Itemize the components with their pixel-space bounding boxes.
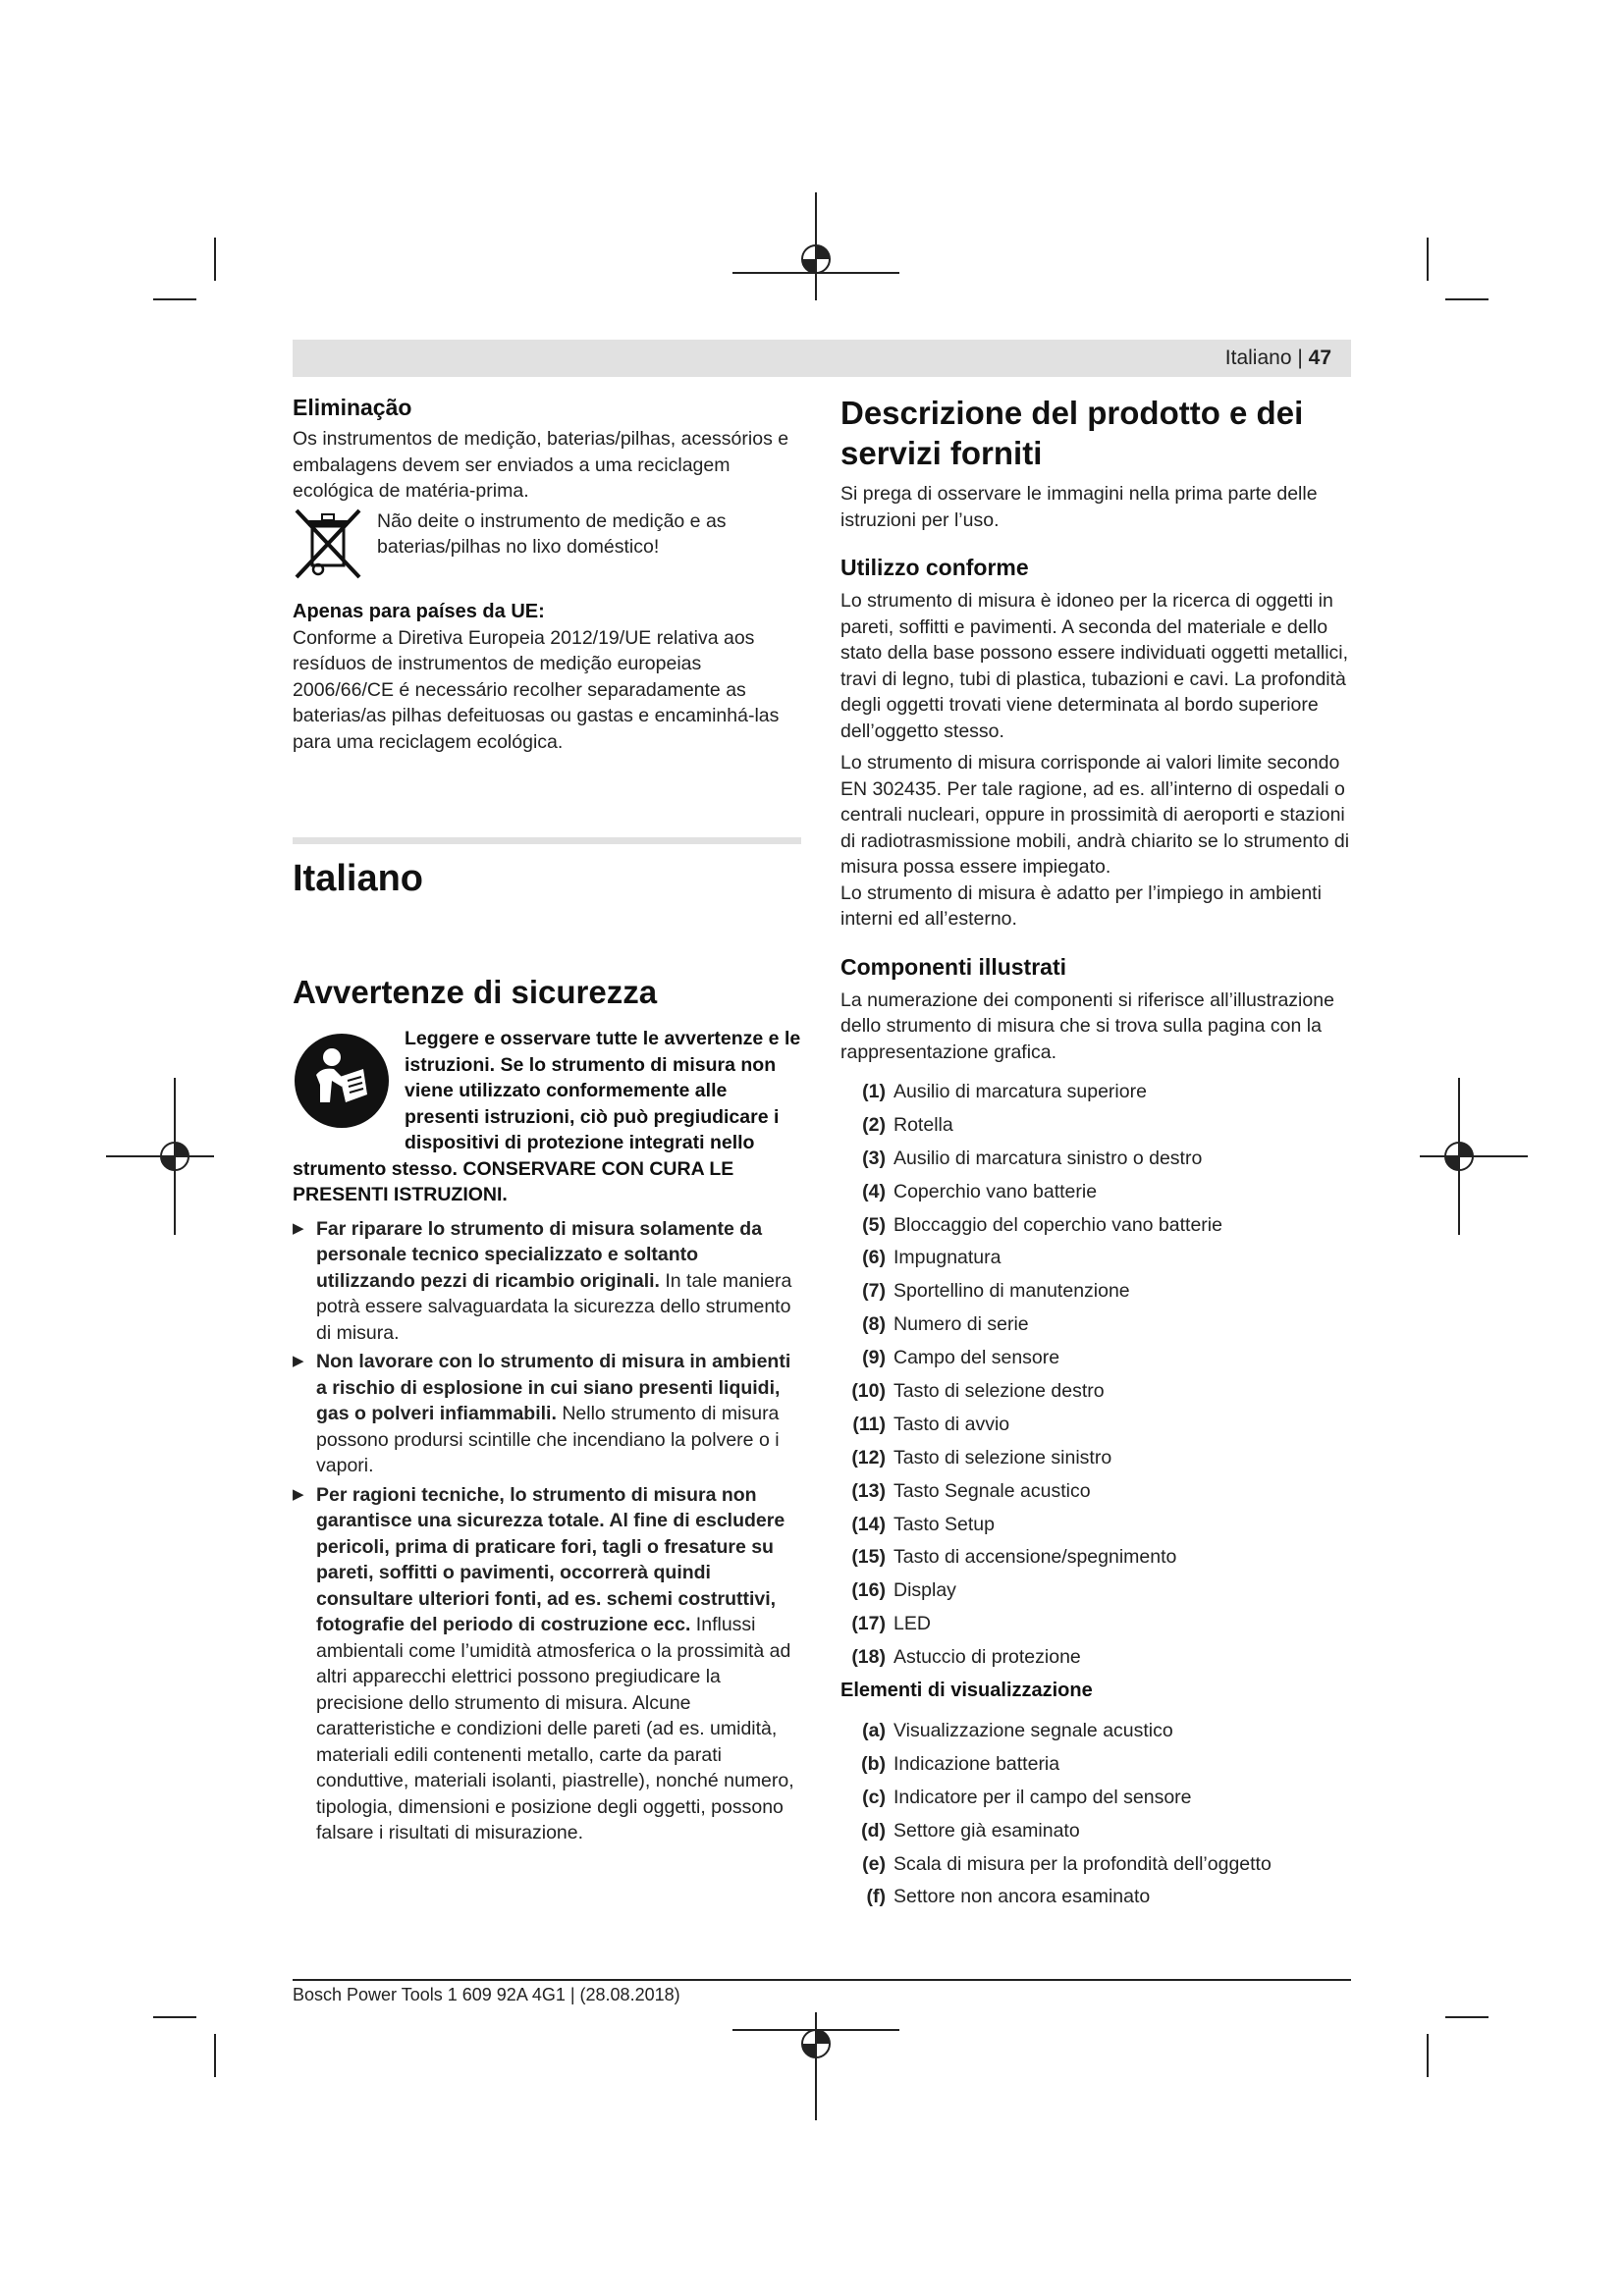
component-label: Display <box>893 1579 956 1602</box>
page-number: 47 <box>1308 347 1331 369</box>
page-header <box>293 340 1351 377</box>
component-label: Bloccaggio del coperchio vano batterie <box>893 1213 1222 1236</box>
component-number: (10) <box>851 1380 886 1403</box>
display-letter: (a) <box>862 1720 886 1742</box>
header-language: Italiano <box>1224 347 1292 369</box>
component-label: Ausilio di marcatura sinistro o destro <box>893 1147 1203 1169</box>
component-number: (18) <box>851 1646 886 1669</box>
crop-mark <box>153 2016 196 2018</box>
component-label: Ausilio di marcatura superiore <box>893 1081 1147 1102</box>
component-item <box>840 1278 1351 1305</box>
crop-mark <box>214 2034 216 2077</box>
display-label: Settore non ancora esaminato <box>893 1886 1151 1908</box>
component-number: (3) <box>862 1147 886 1169</box>
component-number: (11) <box>852 1413 886 1435</box>
left-column <box>293 393 801 1849</box>
component-number: (5) <box>862 1213 886 1236</box>
component-label: Numero di serie <box>893 1313 1029 1336</box>
safety-read-instructions <box>293 1026 801 1208</box>
display-elements-list <box>840 1718 1351 1910</box>
disposal-warning-row <box>293 508 801 579</box>
display-letter: (d) <box>861 1819 886 1842</box>
right-column <box>840 393 1351 1917</box>
use-paragraph-1: Lo strumento di misura è idoneo per la ricerca di oggetti in pareti, soffitti e pavimenti. A seconda del materiale e dello stato della base possono essere individuati oggetti metallici, travi di legno, tubi di plastica, tubazioni e cavi. La profondità degli oggetti trovati viene determinata al bordo superiore dell’oggetto stesso. <box>840 590 1349 742</box>
footer-text: Bosch Power Tools 1 609 92A 4G1 | (28.08.2018) <box>293 1985 680 2004</box>
component-number: (13) <box>851 1479 886 1502</box>
crop-mark <box>1427 238 1429 281</box>
components-intro: La numerazione dei componenti si riferisce all’illustrazione dello strumento di misura che si trova sulla pagina con la rappresentazione grafica. <box>840 988 1334 1063</box>
display-item <box>840 1718 1351 1744</box>
disposal-heading: Eliminação <box>293 395 412 420</box>
display-item <box>840 1785 1351 1811</box>
component-item <box>840 1179 1351 1205</box>
crop-mark <box>153 298 196 300</box>
component-label: Tasto di selezione sinistro <box>893 1446 1112 1468</box>
component-label: Rotella <box>893 1113 953 1136</box>
display-label: Indicazione batteria <box>893 1752 1060 1775</box>
component-number: (14) <box>851 1513 886 1535</box>
component-item <box>840 1345 1351 1371</box>
component-number: (4) <box>862 1180 886 1202</box>
component-label: Tasto Setup <box>893 1513 995 1535</box>
disposal-warning: Não deite o instrumento de medição e as baterias/pilhas no lixo doméstico! <box>377 509 727 558</box>
component-number: (8) <box>862 1313 886 1336</box>
registration-mark-icon <box>732 192 899 300</box>
display-heading: Elementi di visualizzazione <box>840 1680 1093 1702</box>
display-letter: (c) <box>862 1786 886 1808</box>
read-manual-icon <box>293 1032 391 1130</box>
safety-bullet-bold: Per ragioni tecniche, lo strumento di misura non garantisce una sicurezza totale. Al fine di escludere pericoli, prima di praticare fori, tagli o fresature su pareti, soffitti o pavimenti, occorrerà quindi consultare ulteriori fonti, ad es. schemi costruttivi, fotografie del periodo di costruzione ecc. <box>316 1483 785 1635</box>
crossed-bin-icon <box>293 508 363 579</box>
display-label: Indicatore per il campo del sensore <box>893 1786 1192 1808</box>
components-list <box>840 1079 1351 1671</box>
component-number: (2) <box>862 1113 886 1136</box>
component-item <box>840 1112 1351 1139</box>
display-item <box>840 1851 1351 1878</box>
component-item <box>840 1644 1351 1671</box>
component-number: (7) <box>862 1280 886 1303</box>
display-label: Settore già esaminato <box>893 1819 1080 1842</box>
safety-bullet-text: In tale maniera potrà essere salvaguardata la sicurezza dello strumento di misura. <box>316 1269 792 1344</box>
component-number: (1) <box>862 1081 886 1102</box>
component-label: Sportellino di manutenzione <box>893 1280 1130 1303</box>
registration-mark-icon <box>106 1078 214 1235</box>
header-label: Italiano | 47 <box>1224 347 1331 369</box>
component-number: (6) <box>862 1247 886 1269</box>
component-item <box>840 1212 1351 1239</box>
safety-bullet-bold: Non lavorare con lo strumento di misura in ambienti a rischio di esplosione in cui siano presenti liquidi, gas o polveri infiammabili. <box>316 1351 791 1424</box>
components-heading: Componenti illustrati <box>840 953 1066 980</box>
display-letter: (f) <box>866 1886 886 1908</box>
safety-read-text: Leggere e osservare tutte le avvertenze e le istruzioni. Se lo strumento di misura non viene utilizzato conformemente alle presenti istruzioni, ciò può pregiudicare i dispositivi di protezione integrati nello strumento stesso. CONSERVARE CON CURA LE PRESENTI ISTRUZIONI. <box>293 1028 801 1205</box>
component-label: Astuccio di protezione <box>893 1646 1081 1669</box>
component-label: Tasto Segnale acustico <box>893 1479 1091 1502</box>
registration-mark-icon <box>1420 1078 1528 1235</box>
component-item <box>840 1378 1351 1405</box>
product-heading: Descrizione del prodotto e dei servizi forniti <box>840 395 1304 471</box>
footer-rule <box>293 1979 1351 1981</box>
display-item <box>840 1751 1351 1778</box>
component-number: (15) <box>851 1546 886 1569</box>
component-label: Campo del sensore <box>893 1347 1060 1369</box>
component-item <box>840 1512 1351 1538</box>
component-item <box>840 1577 1351 1604</box>
safety-bullet-text: Nello strumento di misura possono prodursi scintille che incendiano la polvere o i vapori. <box>316 1403 780 1476</box>
crop-mark <box>1427 2034 1429 2077</box>
display-letter: (e) <box>862 1852 886 1875</box>
use-paragraph-2: Lo strumento di misura corrisponde ai valori limite secondo EN 302435. Per tale ragione, ad es. all’interno di ospedali o centrali nucleari, oppure in prossimità di aeroporti e stazioni di radiotrasmissione mobili, andrà chiarito se lo strumento di misura possa essere impiegato. <box>840 752 1350 878</box>
component-item <box>840 1445 1351 1471</box>
display-label: Scala di misura per la profondità dell’oggetto <box>893 1852 1272 1875</box>
component-number: (12) <box>851 1446 886 1468</box>
section-divider <box>293 837 801 844</box>
component-item <box>840 1245 1351 1271</box>
display-item <box>840 1884 1351 1910</box>
use-heading: Utilizzo conforme <box>840 555 1029 580</box>
product-intro: Si prega di osservare le immagini nella prima parte delle istruzioni per l’uso. <box>840 483 1318 531</box>
component-label: Coperchio vano batterie <box>893 1180 1098 1202</box>
component-label: LED <box>893 1613 931 1635</box>
eu-text: Conforme a Diretiva Europeia 2012/19/UE relativa aos resíduos de instrumentos de medição europeias 2006/66/CE é necessário recolher separadamente as baterias/as pilhas defeituosas ou gastas e encaminhá-las para uma reciclagem ecológica. <box>293 626 780 753</box>
crop-mark <box>214 238 216 281</box>
use-paragraph-3: Lo strumento di misura è adatto per l’impiego in ambienti interni ed all’esterno. <box>840 881 1322 930</box>
safety-bullet <box>293 1216 801 1347</box>
component-number: (17) <box>851 1613 886 1635</box>
component-item <box>840 1079 1351 1105</box>
safety-bullet <box>293 1482 801 1846</box>
component-label: Impugnatura <box>893 1247 1001 1269</box>
component-item <box>840 1146 1351 1172</box>
safety-heading: Avvertenze di sicurezza <box>293 974 658 1010</box>
component-item <box>840 1412 1351 1438</box>
registration-mark-icon <box>732 2012 899 2120</box>
display-letter: (b) <box>861 1752 886 1775</box>
component-item <box>840 1611 1351 1637</box>
component-item <box>840 1478 1351 1505</box>
component-label: Tasto di accensione/spegnimento <box>893 1546 1177 1569</box>
crop-mark <box>1445 298 1489 300</box>
display-item <box>840 1818 1351 1844</box>
safety-bullet <box>293 1349 801 1479</box>
component-number: (9) <box>862 1347 886 1369</box>
component-item <box>840 1544 1351 1571</box>
safety-bullet-text: Influssi ambientali come l’umidità atmosferica o la prossimità ad altri apparecchi elettrici possono pregiudicare la precisione dello strumento di misura. Alcune caratteristiche e condizioni delle pareti (ad es. umidità, materiali edili contenenti metallo, carte da parati conduttive, materiali isolanti, piastrelle), nonché numero, tipologia, dimensioni e posizione degli oggetti, possono falsare i risultati di misurazione. <box>316 1614 794 1843</box>
disposal-intro: Os instrumentos de medição, baterias/pilhas, acessórios e embalagens devem ser enviados a uma reciclagem ecológica de matéria-prima. <box>293 428 789 502</box>
component-item <box>840 1311 1351 1338</box>
crop-mark <box>1445 2016 1489 2018</box>
component-label: Tasto di selezione destro <box>893 1380 1105 1403</box>
component-number: (16) <box>851 1579 886 1602</box>
eu-heading: Apenas para países da UE: <box>293 600 545 622</box>
display-label: Visualizzazione segnale acustico <box>893 1720 1173 1742</box>
safety-bullet-bold: Far riparare lo strumento di misura solamente da personale tecnico specializzato e soltanto utilizzando pezzi di ricambio originali. <box>316 1217 763 1292</box>
safety-bullet-list <box>293 1216 801 1846</box>
component-label: Tasto di avvio <box>893 1413 1010 1435</box>
language-heading: Italiano <box>293 858 424 899</box>
